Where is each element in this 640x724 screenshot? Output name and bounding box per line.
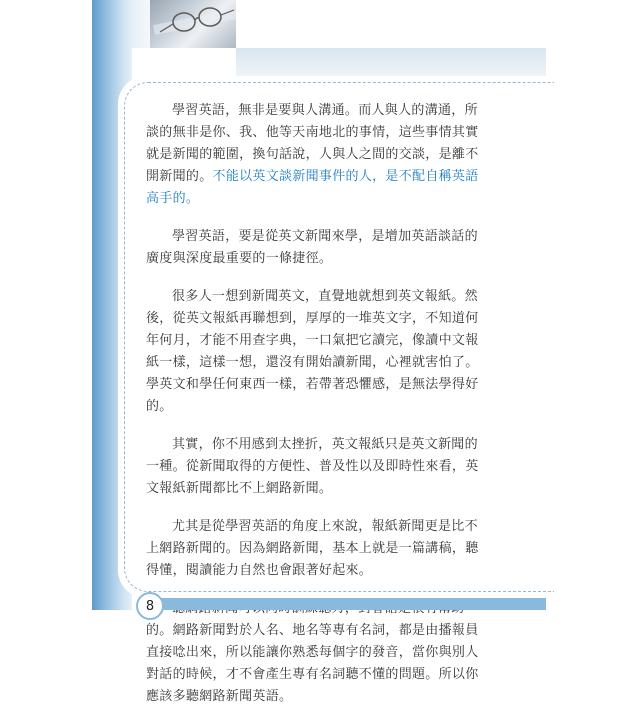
paragraph-2: 學習英語，要是從英文新聞來學，是增加英語談話的廣度與深度最重要的一條捷徑。 [146, 229, 478, 266]
footer-bar [150, 598, 546, 610]
paragraph-6: 的。網路新聞對於人名、地名等專有名詞，都是由播報員直接唸出來，所以能讓你熟悉每個字的發音，當你與別人對話的時候，才不會產生專有名詞聽不懂的問題。所以你應該多聽網路新聞英語。 [146, 623, 479, 704]
highlight-sentence: 不能以英文談新聞事件的人，是不配自稱英語高手的。 [146, 169, 479, 206]
paragraph-1-text: 學習英語，無非是要與人溝通。而人與人的溝通，所談的無非是你、我、他等天南地北的事情，這些事情其實就是新聞的範圍，換句話說，人與人之間的交談，是離不開新聞的。 [146, 103, 479, 184]
header-photo-glasses [150, 0, 236, 48]
header-blue-bar [236, 48, 546, 76]
glasses-icon [150, 0, 236, 48]
side-band-top [132, 0, 150, 48]
paragraph-4: 其實，你不用感到太挫折，英文報紙只是英文新聞的一種。從新聞取得的方便性、普及性以及即時性來看，英文報紙新聞都比不上網路新聞。 [146, 437, 479, 496]
paragraph-5: 尤其是從學習英語的角度上來說，報紙新聞更是比不上網路新聞的。因為網路新聞，基本上就是一篇講稿，聽得懂，閱讀能力自然也會跟著好起來。 [146, 519, 479, 578]
header-bar [236, 0, 546, 49]
paragraph-3: 很多人一想到新聞英文，直覺地就想到英文報紙。然後，從英文報紙再聯想到，厚厚的一堆英文字，不知道何年何月，才能不用查字典，一口氣把它讀完，像讀中文報紙一樣，這樣一想，還沒有開始讀新聞，心裡就害怕了。學英文和學任何東西一樣，若帶著恐懼感，是無法學得好的。 [146, 289, 479, 414]
body-text [146, 100, 482, 724]
page-number: 8 [136, 592, 164, 620]
paragraph-1 [146, 100, 482, 210]
